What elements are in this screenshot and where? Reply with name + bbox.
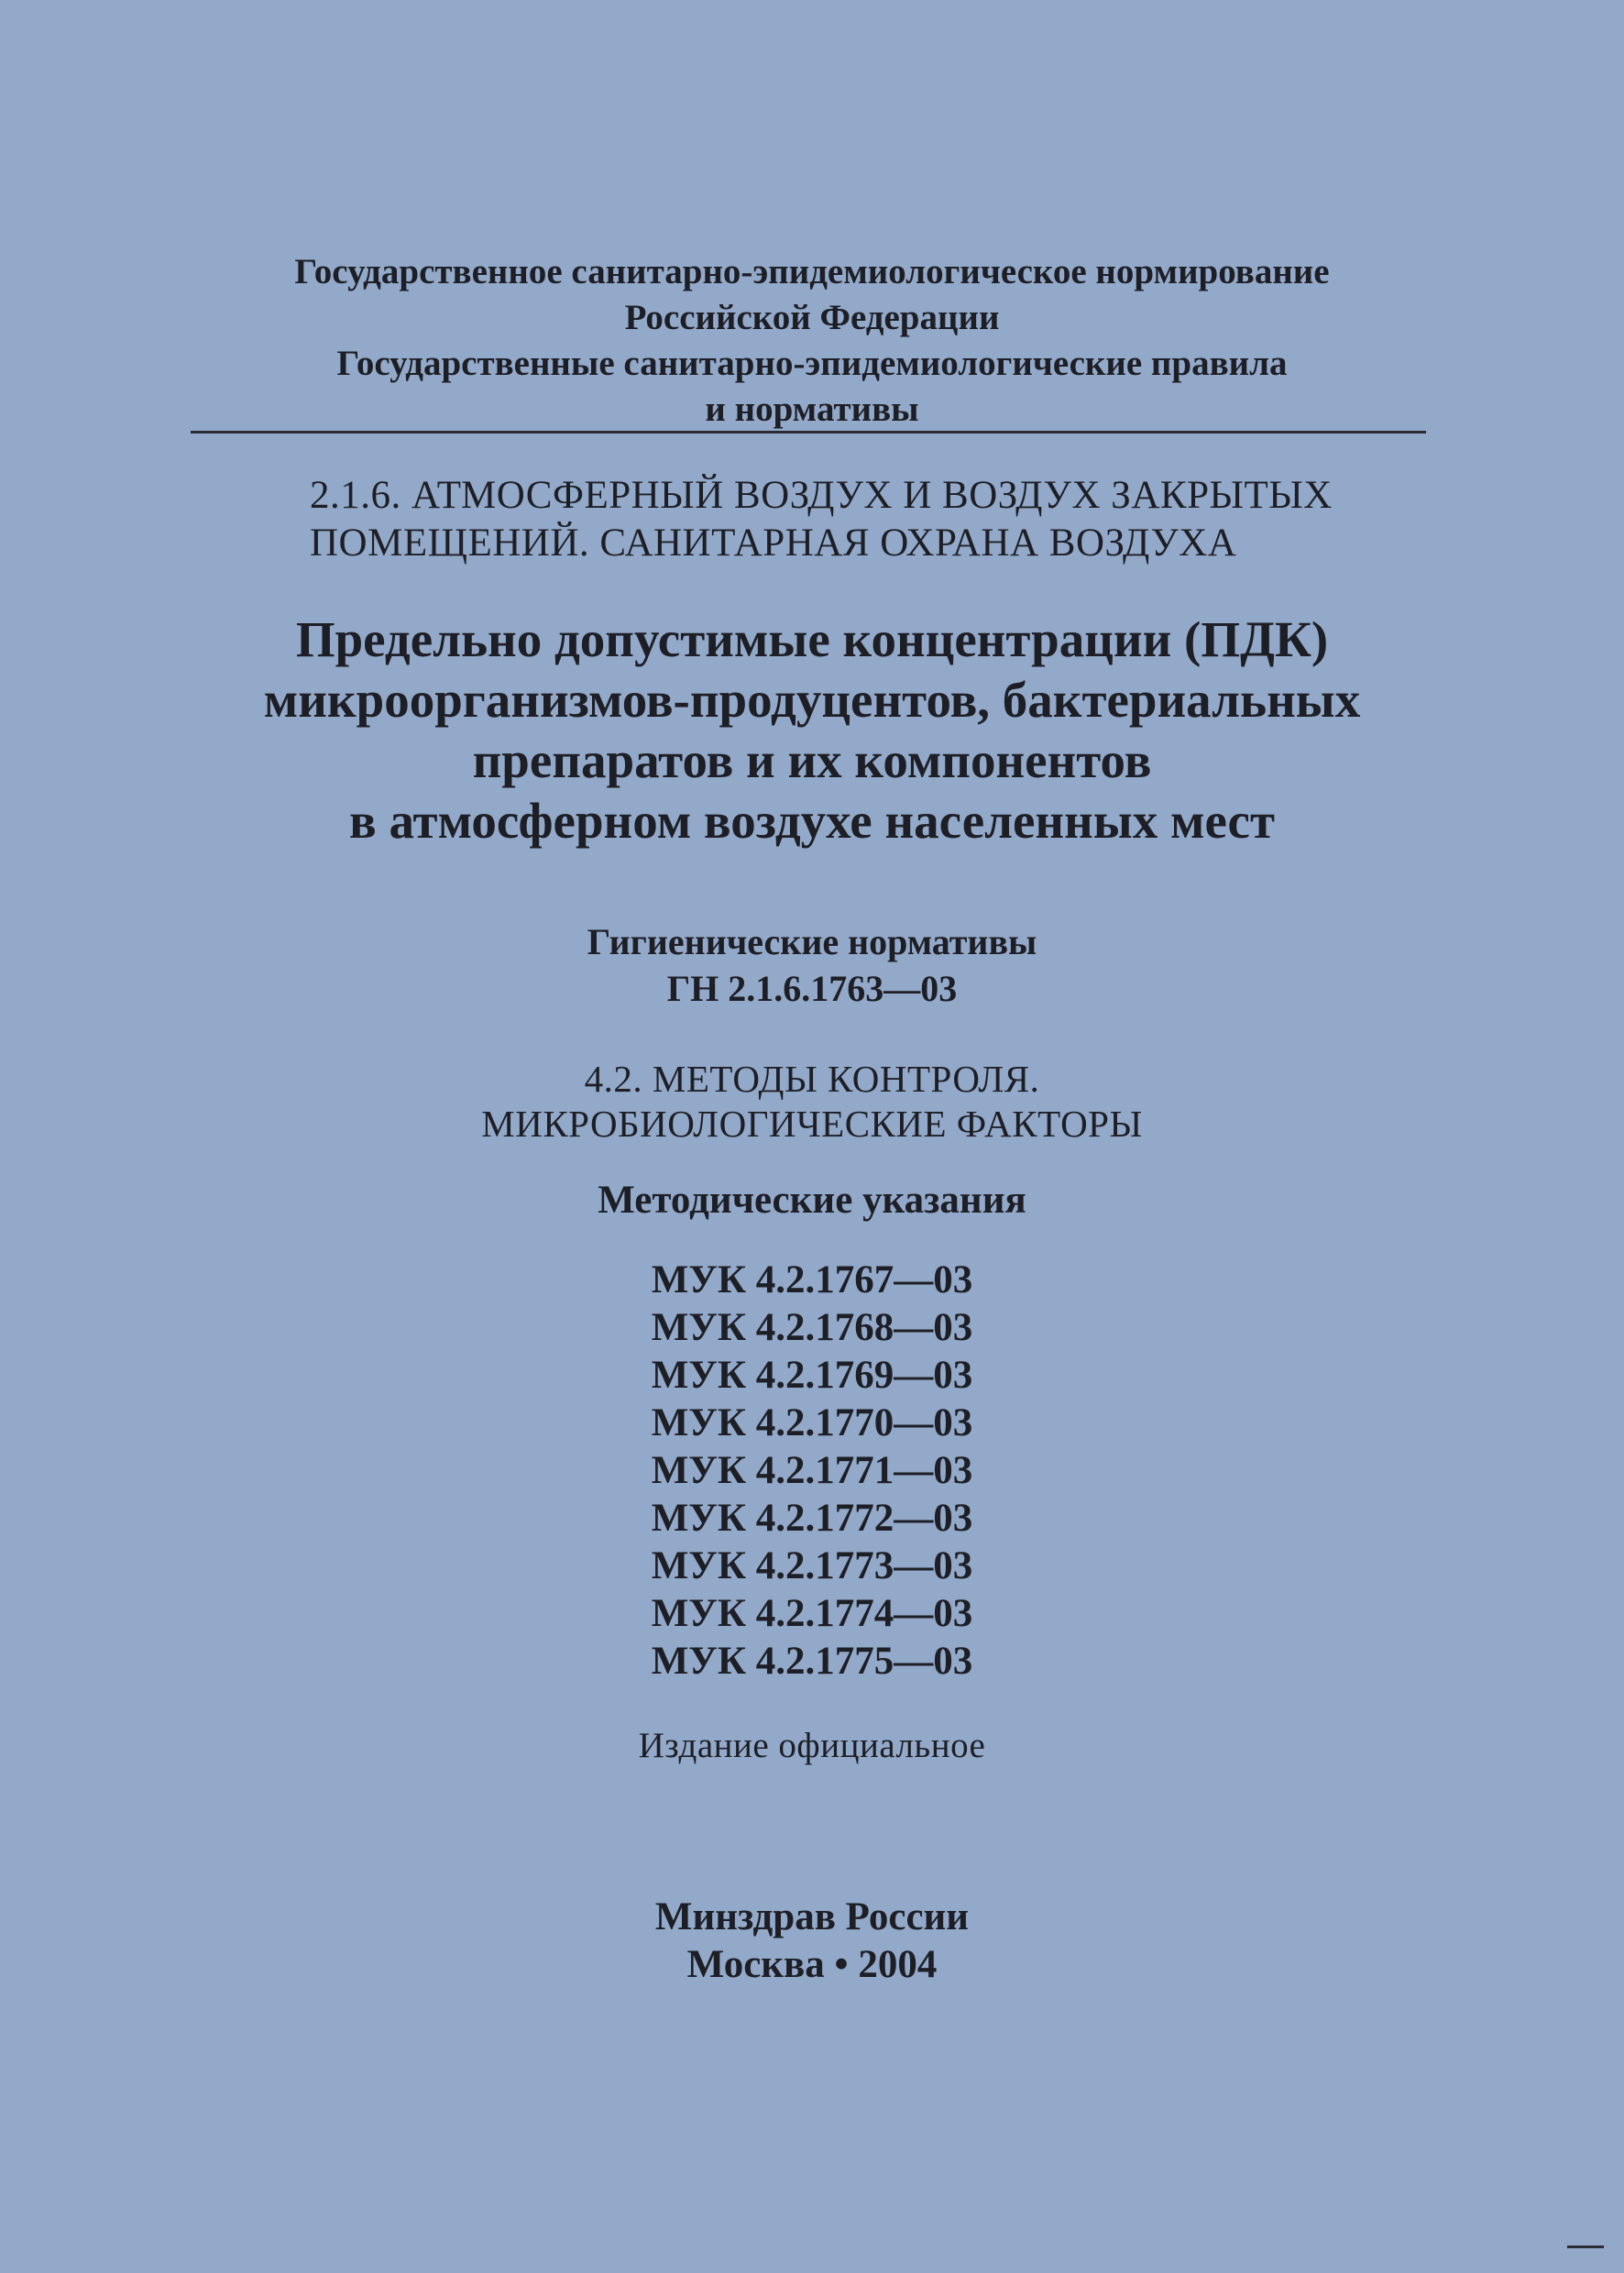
section-line: ПОМЕЩЕНИЙ. САНИТАРНАЯ ОХРАНА ВОЗДУХА [310,522,1237,565]
section-heading [310,472,1501,567]
guidelines-label: Методические указания [598,1179,1026,1222]
edition-note: Издание официальное [638,1726,986,1765]
methods-line: МИКРОБИОЛОГИЧЕСКИЕ ФАКТОРЫ [481,1103,1143,1145]
norm-code: ГН 2.1.6.1763—03 [666,968,958,1009]
muk-code: МУК 4.2.1774—03 [651,1592,973,1635]
publisher-place-year: Москва • 2004 [686,1943,938,1986]
title-line: препаратов и их компонентов [472,732,1152,788]
title-line: микроорганизмов-продуцентов, бактериальных [263,672,1361,728]
methods-line: 4.2. МЕТОДЫ КОНТРОЛЯ. [584,1058,1040,1100]
methods-heading [0,1057,1624,1147]
header-line: Государственные санитарно-эпидемиологические правила [336,344,1288,383]
muk-code-list [0,1257,1624,1686]
header-line: и нормативы [705,390,919,429]
muk-code: МУК 4.2.1773—03 [651,1544,973,1587]
header-line: Российской Федерации [624,298,1000,337]
muk-code: МУК 4.2.1770—03 [651,1401,973,1444]
norm-type: Гигиенические нормативы [587,921,1037,962]
muk-code: МУК 4.2.1768—03 [651,1306,973,1349]
title-line: в атмосферном воздухе населенных мест [349,793,1275,849]
muk-code: МУК 4.2.1775—03 [651,1640,973,1683]
publisher-block [0,1894,1624,1989]
scan-edge-mark [1567,2246,1604,2248]
muk-code: МУК 4.2.1769—03 [651,1354,973,1397]
hygienic-norm [0,918,1624,1012]
header-block [0,249,1624,433]
muk-code: МУК 4.2.1771—03 [651,1449,973,1492]
section-line: 2.1.6. АТМОСФЕРНЫЙ ВОЗДУХ И ВОЗДУХ ЗАКРЫТЫХ [310,474,1333,517]
header-line: Государственное санитарно-эпидемиологическое нормирование [294,252,1330,291]
header-divider [191,431,1426,434]
document-title [0,609,1624,851]
publisher-name: Минздрав России [654,1895,970,1938]
muk-code: МУК 4.2.1772—03 [651,1497,973,1540]
title-line: Предельно допустимые концентрации (ПДК) [295,611,1329,667]
muk-code: МУК 4.2.1767—03 [651,1258,973,1301]
